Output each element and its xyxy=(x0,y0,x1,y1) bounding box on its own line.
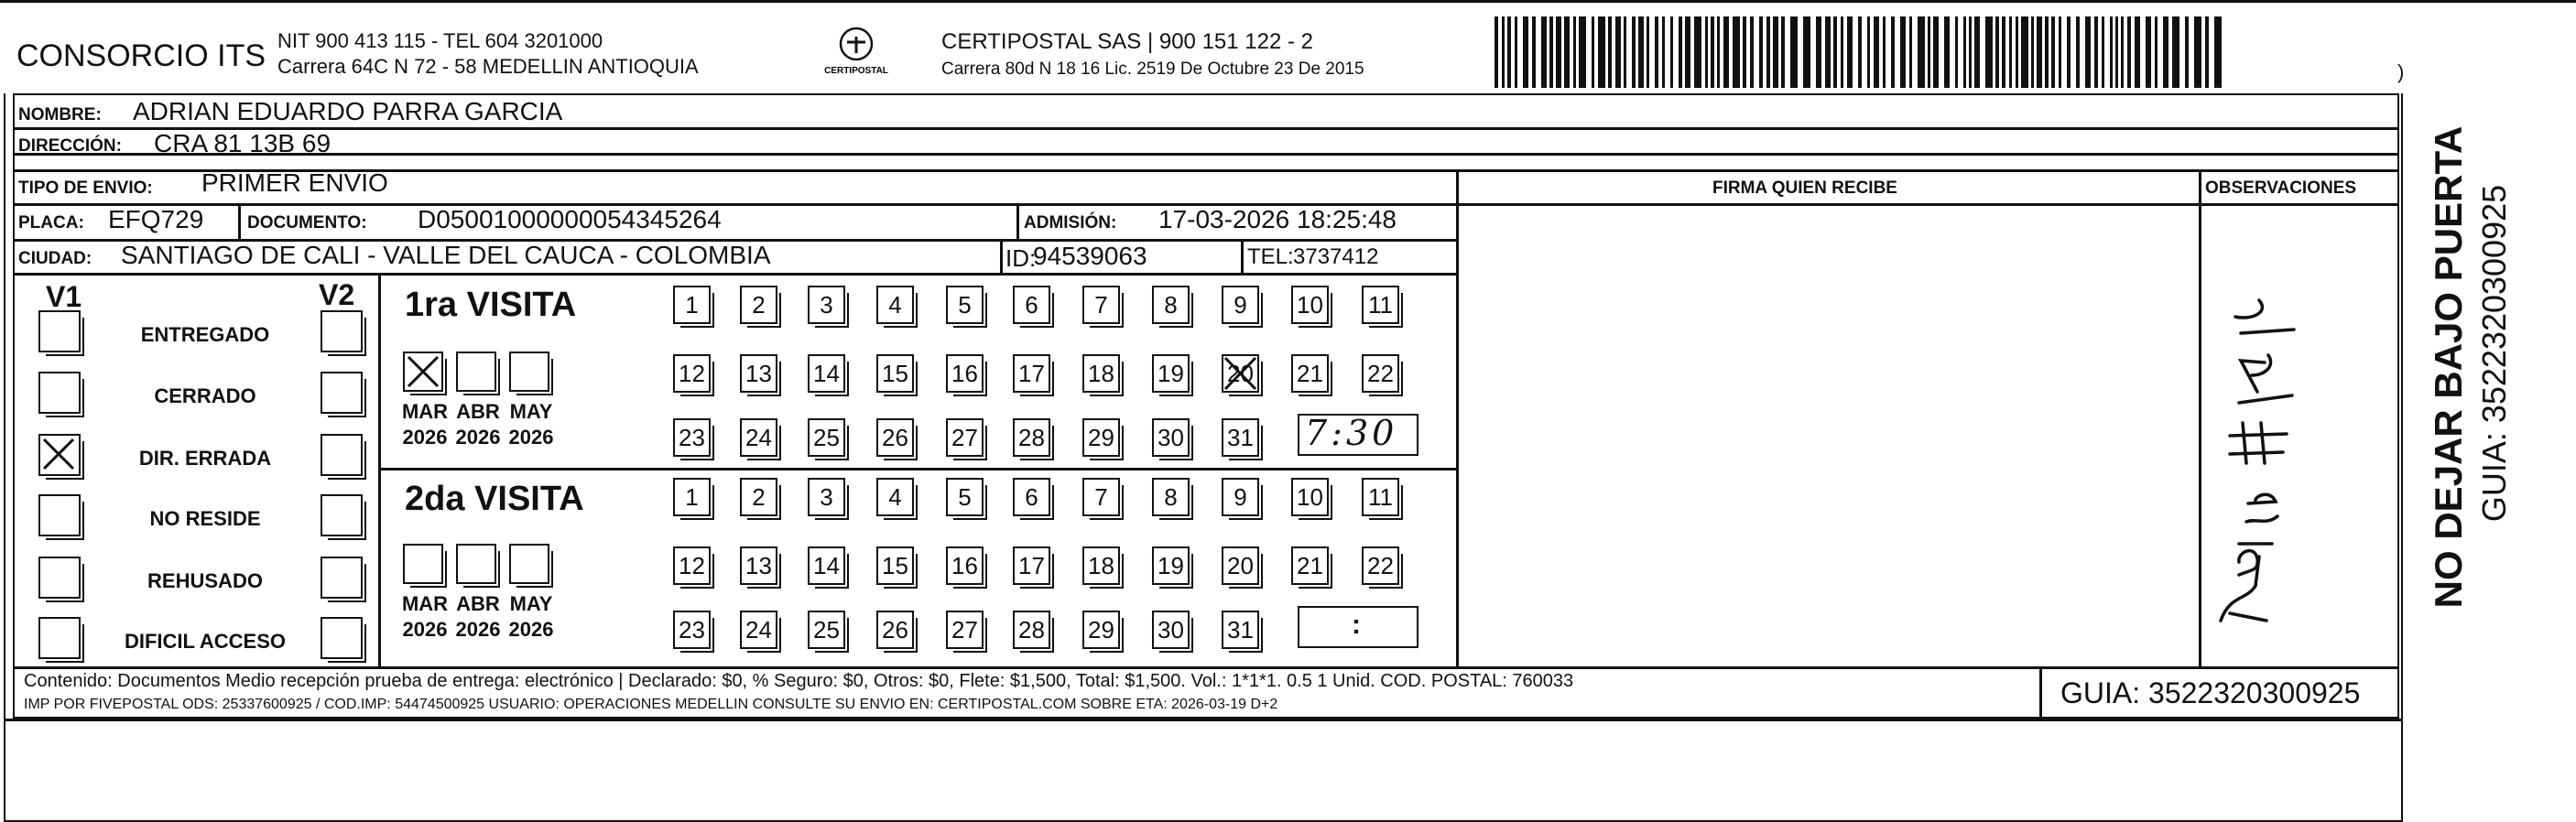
barcode-bar xyxy=(1711,16,1714,88)
barcode-bar xyxy=(1502,16,1505,88)
v2-label: V2 xyxy=(319,278,355,311)
barcode-bar xyxy=(2205,16,2209,88)
second-visit-day-box: 9 xyxy=(1222,478,1259,516)
tipo-envio-value: PRIMER ENVIO xyxy=(201,168,388,197)
first-visit-day-box: 5 xyxy=(946,286,984,324)
first-visit-day-box: 3 xyxy=(808,286,845,324)
barcode-bar xyxy=(2021,16,2028,88)
second-visit-day-box: 22 xyxy=(1362,546,1399,585)
second-visit-day-box: 5 xyxy=(946,478,984,516)
status-label: CERRADO xyxy=(154,384,256,407)
admision-label: ADMISIÓN: xyxy=(1024,213,1117,233)
barcode-bar xyxy=(1685,16,1690,88)
first-visit-month-check-mark xyxy=(405,353,441,390)
barcode-bar xyxy=(1705,16,1708,88)
first-visit-day-mark xyxy=(1222,354,1259,393)
first-visit-day-box: 23 xyxy=(673,418,711,457)
barcode-bar xyxy=(1507,16,1511,88)
no-dejar-text: NO DEJAR BAJO PUERTA xyxy=(2427,125,2470,609)
first-visit-day-box: 31 xyxy=(1222,418,1259,457)
v1-checkbox xyxy=(38,310,81,352)
second-visit-day-box: 2 xyxy=(740,478,777,516)
v2-checkbox xyxy=(321,310,363,352)
barcode-bar xyxy=(2051,16,2055,88)
status-label: DIR. ERRADA xyxy=(138,447,272,470)
id-label: ID: xyxy=(1005,244,1037,272)
barcode-bar xyxy=(1773,16,1778,88)
barcode-bar xyxy=(1679,16,1682,88)
ciudad-label: CIUDAD: xyxy=(18,249,92,268)
first-visit-day-box: 10 xyxy=(1291,286,1329,324)
barcode-bar xyxy=(1816,16,1821,88)
corner-mark: ) xyxy=(2397,60,2405,83)
company-name: CONSORCIO ITS xyxy=(16,38,266,73)
second-visit-day-box: 27 xyxy=(946,611,984,649)
second-visit-day-box: 15 xyxy=(876,546,914,585)
first-visit-day-box: 7 xyxy=(1082,286,1120,324)
barcode-bar xyxy=(1963,16,1966,88)
barcode-bar xyxy=(1579,16,1586,88)
first-visit-day-box: 1 xyxy=(673,286,711,324)
v2-checkbox xyxy=(321,617,363,659)
barcode-bar xyxy=(2009,16,2012,88)
barcode-bar xyxy=(1833,16,1837,88)
nombre-value: ADRIAN EDUARDO PARRA GARCIA xyxy=(133,97,563,125)
tipo-envio-label: TIPO DE ENVIO: xyxy=(18,178,153,198)
first-visit-day-box: 8 xyxy=(1152,286,1190,324)
barcode-bar xyxy=(1909,16,1912,88)
company-nit: NIT 900 413 115 - TEL 604 3201000 xyxy=(277,29,603,52)
status-label: DIFICIL ACCESO xyxy=(124,630,286,653)
barcode-bar xyxy=(1655,16,1658,88)
barcode-bar xyxy=(1803,16,1810,88)
ciudad-value: SANTIAGO DE CALI - VALLE DEL CAUCA - COLOMBIA xyxy=(121,241,771,269)
id-value: 94539063 xyxy=(1033,242,1147,270)
documento-value: D05001000000054345264 xyxy=(418,205,722,233)
certipostal-logo xyxy=(818,24,895,81)
first-visit-month-checkbox xyxy=(509,352,549,392)
first-visit-day-box: 13 xyxy=(740,354,777,393)
barcode-bar xyxy=(1541,16,1547,88)
barcode-bar xyxy=(2214,16,2222,88)
status-label: ENTREGADO xyxy=(140,323,270,346)
barcode-bar xyxy=(1759,16,1763,88)
barcode-bar xyxy=(1670,16,1673,88)
v2-checkbox xyxy=(321,557,363,599)
company-address: Carrera 64C N 72 - 58 MEDELLIN ANTIOQUIA xyxy=(277,55,699,78)
first-visit-time: 7:30 xyxy=(1305,413,1398,453)
first-visit-month-label: ABR 2026 xyxy=(455,400,501,449)
barcode-bar xyxy=(1598,16,1605,88)
first-visit-day-box: 4 xyxy=(876,286,914,324)
side-vertical-text xyxy=(2408,110,2564,632)
barcode-bar xyxy=(1549,16,1553,88)
barcode xyxy=(1495,0,2229,92)
first-visit-day-box: 30 xyxy=(1152,418,1190,457)
tel-label: TEL: xyxy=(1247,244,1294,269)
barcode-bar xyxy=(1717,16,1720,88)
barcode-bar xyxy=(2094,16,2098,88)
first-visit-day-box: 16 xyxy=(946,354,984,393)
second-visit-title: 2da VISITA xyxy=(405,480,584,518)
direccion-value: CRA 81 13B 69 xyxy=(154,129,332,157)
first-visit-day-box: 14 xyxy=(808,354,845,393)
second-visit-day-box: 20 xyxy=(1222,546,1259,585)
second-visit-day-box: 18 xyxy=(1082,546,1120,585)
second-visit-day-box: 6 xyxy=(1013,478,1050,516)
first-visit-day-box: 26 xyxy=(876,418,914,457)
firma-label: FIRMA QUIEN RECIBE xyxy=(1712,178,1897,198)
barcode-bar xyxy=(1733,16,1740,88)
v2-checkbox xyxy=(321,434,363,476)
barcode-bar xyxy=(1867,16,1870,88)
second-visit-day-box: 8 xyxy=(1152,478,1190,516)
barcode-bar xyxy=(1592,16,1594,88)
barcode-bar xyxy=(1523,16,1528,88)
first-visit-month-label: MAR 2026 xyxy=(401,400,449,449)
barcode-bar xyxy=(1495,16,1498,88)
barcode-bar xyxy=(2059,16,2061,88)
barcode-bar xyxy=(2102,16,2104,88)
svg-text:CERTIPOSTAL: CERTIPOSTAL xyxy=(824,66,888,76)
placa-label: PLACA: xyxy=(18,213,84,233)
first-visit-day-box: 24 xyxy=(740,418,777,457)
barcode-bar xyxy=(1608,16,1612,88)
second-visit-day-box: 23 xyxy=(673,611,711,649)
barcode-bar xyxy=(2110,16,2113,88)
second-visit-day-box: 1 xyxy=(673,478,711,516)
barcode-bar xyxy=(2146,16,2151,88)
barcode-bar xyxy=(1874,16,1879,88)
first-visit-day-box: 17 xyxy=(1013,354,1050,393)
v1-checkbox xyxy=(38,617,81,659)
v2-checkbox xyxy=(321,372,363,414)
barcode-bar xyxy=(1955,16,1958,88)
barcode-bar xyxy=(2045,16,2049,88)
barcode-bar xyxy=(1995,16,1999,88)
v1-checkbox xyxy=(38,557,81,599)
first-visit-day-box: 29 xyxy=(1082,418,1120,457)
first-visit-day-box: 6 xyxy=(1013,286,1050,324)
second-visit-day-box: 3 xyxy=(808,478,845,516)
first-visit-day-box: 12 xyxy=(673,354,711,393)
barcode-bar xyxy=(2155,16,2158,88)
second-visit-day-box: 7 xyxy=(1082,478,1120,516)
second-visit-day-box: 14 xyxy=(808,546,845,585)
v2-checkbox xyxy=(321,494,363,536)
barcode-bar xyxy=(1766,16,1770,88)
first-visit-day-box: 25 xyxy=(808,418,845,457)
barcode-bar xyxy=(1918,16,1925,88)
first-visit-day-box: 18 xyxy=(1082,354,1120,393)
first-visit-day-box: 22 xyxy=(1362,354,1399,393)
barcode-bar xyxy=(1928,16,1930,88)
second-visit-day-box: 21 xyxy=(1291,546,1329,585)
observaciones-label: OBSERVACIONES xyxy=(2205,178,2357,198)
second-visit-day-box: 16 xyxy=(946,546,984,585)
guia-footer: GUIA: 3522320300925 xyxy=(2060,676,2361,709)
barcode-bar xyxy=(1858,16,1862,88)
barcode-bar xyxy=(1781,16,1785,88)
nombre-label: NOMBRE: xyxy=(18,105,102,124)
barcode-bar xyxy=(1615,16,1621,88)
first-visit-day-box: 2 xyxy=(740,286,777,324)
first-visit-day-box: 28 xyxy=(1013,418,1050,457)
barcode-bar xyxy=(1632,16,1636,88)
second-visit-day-box: 24 xyxy=(740,611,777,649)
barcode-bar xyxy=(1662,16,1665,88)
status-label: NO RESIDE xyxy=(149,507,261,530)
barcode-bar xyxy=(1969,16,1972,88)
barcode-bar xyxy=(1624,16,1626,88)
placa-value: EFQ729 xyxy=(108,205,204,233)
barcode-bar xyxy=(1694,16,1701,88)
first-visit-day-box: 20 xyxy=(1222,354,1259,393)
second-visit-day-box: 28 xyxy=(1013,611,1050,649)
first-visit-day-box: 9 xyxy=(1222,286,1259,324)
second-visit-day-box: 29 xyxy=(1082,611,1120,649)
second-visit-day-box: 19 xyxy=(1152,546,1190,585)
barcode-bar xyxy=(1647,16,1649,88)
barcode-bar xyxy=(1944,16,1950,88)
handwritten-observation xyxy=(2202,275,2376,632)
second-visit-day-box: 25 xyxy=(808,611,845,649)
v1-check-mark xyxy=(40,436,77,472)
documento-label: DOCUMENTO: xyxy=(247,213,367,233)
barcode-bar xyxy=(2194,16,2201,88)
admision-value: 17-03-2026 18:25:48 xyxy=(1158,205,1397,233)
barcode-bar xyxy=(1883,16,1886,88)
second-visit-day-box: 13 xyxy=(740,546,777,585)
first-visit-title: 1ra VISITA xyxy=(405,286,577,324)
barcode-bar xyxy=(2127,16,2131,88)
barcode-bar xyxy=(1743,16,1746,88)
barcode-bar xyxy=(1847,16,1853,88)
status-label: REHUSADO xyxy=(147,569,263,592)
barcode-bar xyxy=(1891,16,1895,88)
v1-label: V1 xyxy=(46,280,82,313)
barcode-bar xyxy=(1750,16,1754,88)
second-visit-time: : xyxy=(1352,610,1361,640)
barcode-bar xyxy=(1974,16,1980,88)
barcode-bar xyxy=(2002,16,2005,88)
v1-checkbox xyxy=(38,372,81,414)
first-visit-day-box: 15 xyxy=(876,354,914,393)
v1-checkbox xyxy=(38,494,81,536)
certipostal-address: Carrera 80d N 18 16 Lic. 2519 De Octubre 23 De 2015 xyxy=(941,59,1364,79)
barcode-bar xyxy=(2037,16,2042,88)
barcode-bar xyxy=(2031,16,2034,88)
second-visit-month-label: ABR 2026 xyxy=(455,592,501,641)
barcode-bar xyxy=(2016,16,2018,88)
second-visit-day-box: 10 xyxy=(1291,478,1329,516)
barcode-bar xyxy=(1573,16,1576,88)
tel-value: 3737412 xyxy=(1293,244,1379,269)
certipostal-info: CERTIPOSTAL SAS | 900 151 122 - 2 xyxy=(941,29,1313,54)
second-visit-day-box: 31 xyxy=(1222,611,1259,649)
contenido-text: Contenido: Documentos Medio recepción prueba de entrega: electrónico | Declarado: $0, % Seguro: $0, Otros: $0, Flete: $1,500, Total: $1,500. Vol.: 1*1*1. 0.5 1 Unid. COD. POSTAL: 760033 xyxy=(24,671,1574,691)
barcode-bar xyxy=(1933,16,1939,88)
barcode-bar xyxy=(2085,16,2091,88)
second-visit-day-box: 30 xyxy=(1152,611,1190,649)
second-visit-day-box: 17 xyxy=(1013,546,1050,585)
barcode-bar xyxy=(2185,16,2189,88)
first-visit-day-box: 11 xyxy=(1362,286,1399,324)
second-visit-day-box: 12 xyxy=(673,546,711,585)
barcode-bar xyxy=(1723,16,1729,88)
second-visit-month-checkbox xyxy=(456,544,496,584)
second-visit-month-label: MAY 2026 xyxy=(508,592,554,641)
first-visit-day-box: 21 xyxy=(1291,354,1329,393)
first-visit-month-checkbox xyxy=(456,352,496,392)
barcode-bar xyxy=(1515,16,1517,88)
barcode-bar xyxy=(1532,16,1536,88)
barcode-bar xyxy=(1556,16,1561,88)
barcode-bar xyxy=(2121,16,2124,88)
barcode-bar xyxy=(1638,16,1644,88)
first-visit-month-label: MAY 2026 xyxy=(508,400,554,449)
barcode-bar xyxy=(1790,16,1798,88)
imp-text: IMP POR FIVEPOSTAL ODS: 25337600925 / COD.IMP: 54474500925 USUARIO: OPERACIONES MEDELLIN CONSULTE SU ENVIO EN: CERTIPOSTAL.COM SOBRE ETA: 2026-03-19 D+2 xyxy=(24,697,1278,712)
barcode-bar xyxy=(2163,16,2168,88)
second-visit-day-box: 4 xyxy=(876,478,914,516)
barcode-bar xyxy=(2115,16,2118,88)
barcode-bar xyxy=(2067,16,2071,88)
side-guia: GUIA: 3522320300925 xyxy=(2475,184,2513,523)
barcode-bar xyxy=(1841,16,1843,88)
direccion-label: DIRECCIÓN: xyxy=(18,136,122,156)
first-visit-day-box: 27 xyxy=(946,418,984,457)
barcode-bar xyxy=(2135,16,2140,88)
barcode-bar xyxy=(1825,16,1831,88)
barcode-bar xyxy=(1564,16,1570,88)
barcode-bar xyxy=(2172,16,2179,88)
second-visit-month-label: MAR 2026 xyxy=(401,592,449,641)
barcode-bar xyxy=(1900,16,1906,88)
second-visit-day-box: 11 xyxy=(1362,478,1399,516)
barcode-bar xyxy=(2076,16,2080,88)
second-visit-day-box: 26 xyxy=(876,611,914,649)
first-visit-day-box: 19 xyxy=(1152,354,1190,393)
second-visit-month-checkbox xyxy=(509,544,549,584)
second-visit-month-checkbox xyxy=(403,544,443,584)
barcode-bar xyxy=(1985,16,1993,88)
